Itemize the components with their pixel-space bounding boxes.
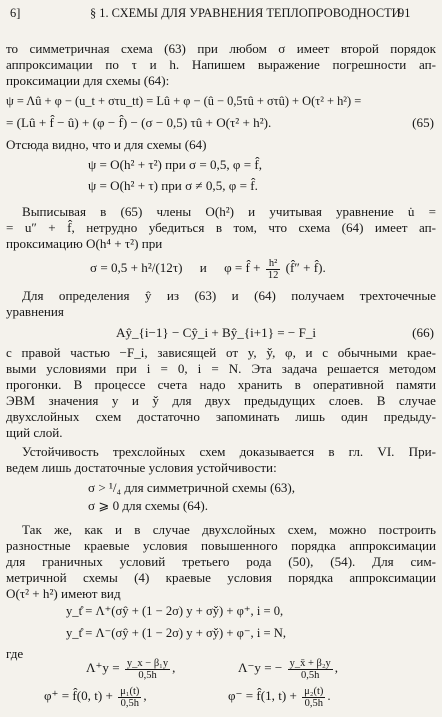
text-line: где [6, 646, 24, 661]
page-number: 91 [398, 6, 411, 20]
sigma-condition: σ = 0,5 + h²/(12τ) [90, 260, 183, 275]
numerator: y_x̄ + β₂y [289, 657, 331, 669]
denominator: 12 [267, 269, 279, 281]
denominator: 0,5h [304, 697, 323, 709]
fraction [302, 686, 325, 709]
text-line: разностные краевые условия повышенного порядка аппроксимации [6, 538, 436, 553]
text-line: уравнения [6, 304, 64, 319]
fraction [266, 258, 281, 281]
text-line: проксимации для схемы (64): [6, 73, 170, 88]
condition-line: ψ = O(h² + τ) при σ ≠ 0,5, φ = f̂. [88, 178, 258, 193]
lhs: φ⁻ = f̂(1, t) + [228, 688, 297, 703]
equation-number: (66) [412, 325, 434, 340]
conjunction: и [199, 260, 207, 275]
lambda-minus-definition: Λ⁻y = − $\frac{\text{y\_x̄ + β₂y}}{0,5h}$ , [238, 657, 339, 681]
phi-plus-definition: φ⁺ = f̂(0, t) + $\frac{\text{μ₁(t)}}{0,5h}$ , [44, 685, 147, 709]
text-line: с правой частью −F_i, зависящей от y, y̌, φ, и с обычными крае- [6, 345, 436, 360]
equation-65-line1: ψ = Λû + φ − (u_t + στu_tt) = Lû + φ − (û − 0,5τû + στû) + O(τ² + h²) = [6, 94, 362, 108]
condition-line: ψ = O(h² + τ²) при σ = 0,5, φ = f̂, [88, 157, 263, 172]
lambda-plus-definition: Λ⁺y = $\frac{\text{y\_x − β₁y}}{0,5h}$ , [86, 657, 176, 681]
text-line: для граничных условий третьего рода (50), (54). Для сим- [6, 554, 436, 569]
denominator: 0,5h [120, 697, 139, 709]
header-title: § 1. СХЕМЫ ДЛЯ УРАВНЕНИЯ ТЕПЛОПРОВОДНОСТИ [90, 6, 401, 20]
lhs: φ⁺ = f̂(0, t) + [44, 688, 113, 703]
text-line: проксимацию O(h⁴ + τ²) при [6, 236, 163, 251]
numerator: y_x − β₁y [126, 657, 169, 669]
text-line: O(τ² + h²) имеют вид [6, 586, 121, 601]
text-line: щий слой. [6, 425, 63, 440]
fraction [125, 658, 170, 681]
stability-condition: σ ⩾ 0 для схемы (64). [88, 498, 209, 513]
boundary-condition-right: y_t̊ = Λ⁻(σŷ + (1 − 2σ) y + σy̌) + φ⁻, i = N, [66, 626, 286, 640]
text-line: Так же, как и в случае двухслойных схем, можно построить [22, 522, 436, 537]
text-line: ЭВМ значения y и y̌ для двух предыдущих слоев. В случае [6, 393, 436, 408]
fraction [118, 686, 141, 709]
text-line: аппроксимации по τ и h. Напишем выражение погрешности ап- [6, 57, 436, 72]
text-line: ведем лишь достаточные условия устойчивости: [6, 460, 277, 475]
text-line: метричной схемы (4) краевые условия порядка аппроксимации [6, 570, 436, 585]
approx-condition [90, 254, 326, 282]
text-line: двухслойных схем достаточно запоминать лишь один предыду- [6, 409, 436, 424]
equation-65-line2: = (Lû + f̂ − û) + (φ − f̂) − (σ − 0,5) τû + O(τ² + h²). [6, 115, 272, 130]
text-line: то симметричная схема (63) при любом σ имеет второй порядок [6, 41, 436, 56]
lhs: Λ⁺y = [86, 660, 120, 675]
lhs: Λ⁻y = − [238, 660, 283, 675]
numerator: μ₁(t) [120, 685, 140, 697]
text-line: выми условиями при i = 0, i = N. Эта задача решается методом [6, 361, 436, 376]
text-line: Выписывая в (65) члены O(h²) и учитывая уравнение u̇ = [22, 204, 436, 219]
text-line: Для определения ŷ из (63) и (64) получаем трехточечные [22, 288, 436, 303]
text-line: Отсюда видно, что и для схемы (64) [6, 137, 207, 152]
section-mark: 6] [10, 6, 21, 20]
denominator: 0,5h [300, 669, 320, 681]
numerator: μ₂(t) [304, 685, 324, 697]
fraction [288, 658, 333, 681]
denominator: 0,5h [138, 669, 157, 681]
running-header [6, 6, 436, 22]
equation-number: (65) [412, 115, 434, 130]
phi-condition: φ = f̂ + [224, 260, 261, 275]
text-line: Устойчивость трехслойных схем доказывается в гл. VI. При- [22, 444, 436, 459]
numerator: h² [266, 258, 281, 270]
text-line: = u″ + f̂, нетрудно убедиться в том, что схема (64) имеет ап- [6, 220, 436, 235]
text-line: прогонки. В процессе счета надо хранить в оперативной памяти [6, 377, 436, 392]
stability-condition: σ > ¹/₄ для симметричной схемы (63), [88, 480, 296, 495]
phi-minus-definition: φ⁻ = f̂(1, t) + $\frac{\text{μ₂(t)}}{0,5h}$ . [228, 685, 331, 709]
equation-66: Aŷ_{i−1} − Cŷ_i + Bŷ_{i+1} = − F_i [116, 325, 317, 340]
boundary-condition-left: y_t̊ = Λ⁺(σŷ + (1 − 2σ) y + σy̌) + φ⁺, i = 0, [66, 604, 284, 618]
phi-condition-tail: (f̂″ + f̂). [285, 260, 326, 275]
